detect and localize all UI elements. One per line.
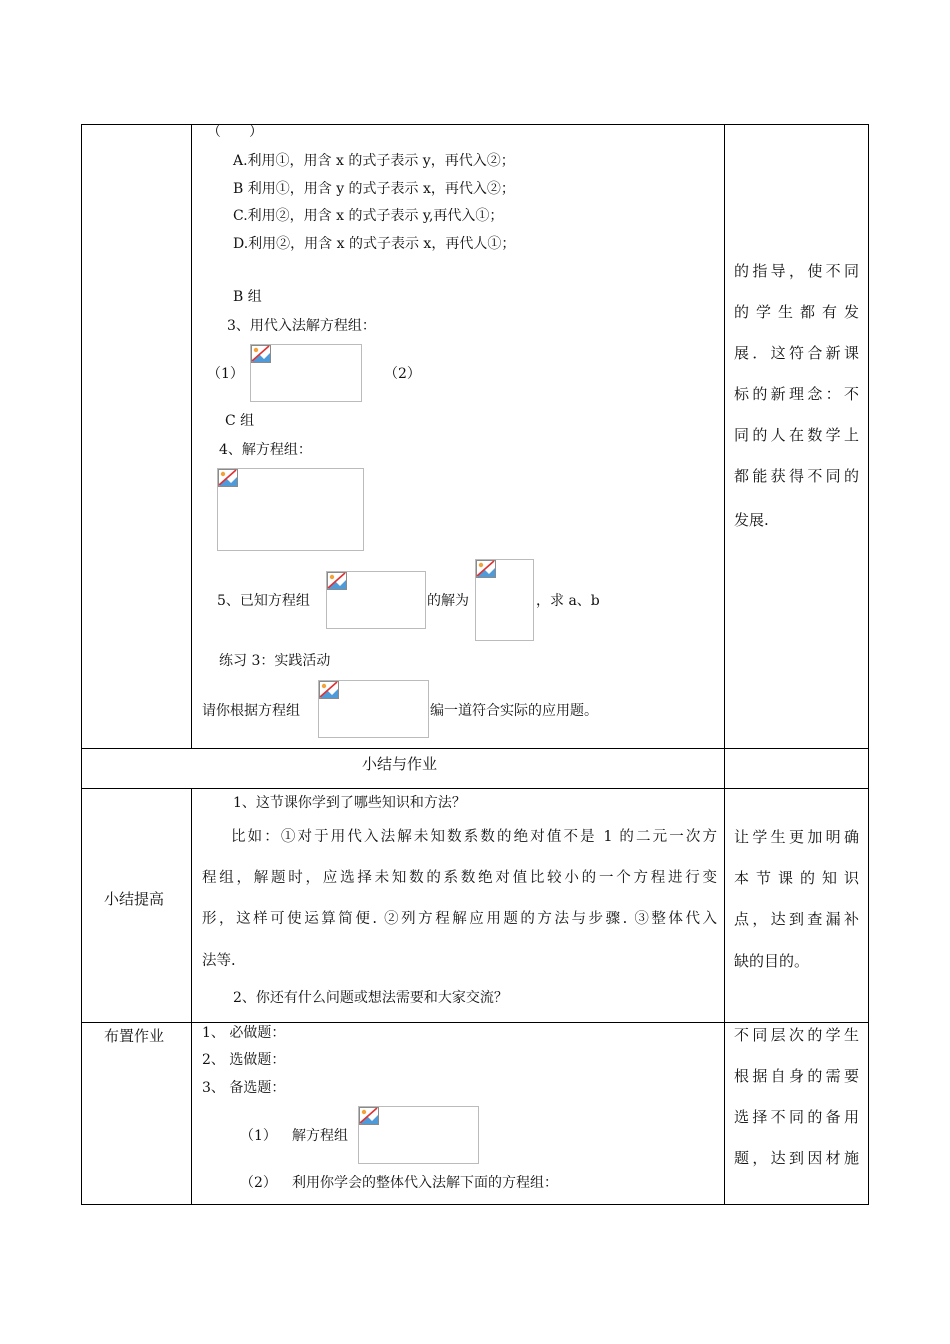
summary-label: 小结提高 <box>104 890 165 908</box>
summary-note-line: 缺的目的。 <box>734 952 810 970</box>
section-header-top-border <box>81 748 869 749</box>
practice-3-prefix: 请你根据方程组 <box>202 703 300 719</box>
homework-sub-1-text: 解方程组 <box>292 1128 348 1144</box>
question-3: 3、用代入法解方程组： <box>227 318 376 334</box>
homework-item-1: 1、 必做题： <box>202 1025 286 1041</box>
summary-question-1: 1、这节课你学到了哪些知识和方法？ <box>233 795 466 811</box>
homework-sub-2-text: 利用你学会的整体代入法解下面的方程组： <box>292 1175 558 1191</box>
summary-note-line: 点，达到查漏补 <box>734 910 859 928</box>
top-right-note-line: 同的人在数学上 <box>734 426 859 444</box>
question-3-part-2: （2） <box>384 366 421 382</box>
group-b-heading: B 组 <box>233 289 262 305</box>
equation-image-q5-system <box>326 571 426 629</box>
homework-note-line: 题，达到因材施 <box>734 1149 859 1167</box>
summary-example-line: 程组，解题时，应选择未知数的系数绝对值比较小的一个方程进行变 <box>202 870 717 886</box>
group-c-heading: C 组 <box>225 413 255 429</box>
equation-image-practice-3 <box>318 680 429 738</box>
practice-3-heading: 练习 3：实践活动 <box>219 653 331 669</box>
broken-image-icon <box>319 681 339 699</box>
broken-image-icon <box>251 345 271 363</box>
question-5-mid: 的解为 <box>427 593 469 609</box>
summary-question-2: 2、你还有什么问题或想法需要和大家交流？ <box>233 990 508 1006</box>
homework-label: 布置作业 <box>104 1027 165 1045</box>
summary-example-line: 比如：①对于用代入法解未知数系数的绝对值不是 1 的二元一次方 <box>231 829 717 845</box>
top-right-note-line: 标的新理念：不 <box>734 385 859 403</box>
homework-sub-1-number: （1） <box>240 1128 277 1144</box>
equation-image-q5-solution <box>475 559 534 641</box>
equation-image-q4 <box>217 468 364 551</box>
table-left-border <box>81 124 82 1204</box>
summary-note-line: 本节课的知识 <box>734 869 859 887</box>
summary-note-line: 让学生更加明确 <box>734 828 859 846</box>
summary-example-line: 形，这样可使运算简便. ②列方程解应用题的方法与步骤. ③整体代入 <box>202 911 717 927</box>
homework-item-3: 3、 备选题： <box>202 1080 286 1096</box>
broken-image-icon <box>359 1107 379 1125</box>
top-right-note-line: 都能获得不同的 <box>734 467 859 485</box>
equation-image-homework <box>358 1106 479 1164</box>
broken-image-icon <box>327 572 347 590</box>
practice-3-suffix: 编一道符合实际的应用题。 <box>430 703 598 719</box>
top-right-note-line: 展．这符合新课 <box>734 344 859 362</box>
homework-note-line: 选择不同的备用 <box>734 1108 859 1126</box>
option-b: B 利用①，用含 y 的式子表示 x，再代入②； <box>233 181 515 197</box>
col-divider-left-top <box>191 124 192 748</box>
summary-example-line: 法等. <box>202 953 236 969</box>
option-d: D.利用②，用含 x 的式子表示 x，再代人①； <box>233 236 516 252</box>
col-divider-left-bottom <box>191 788 192 1204</box>
equation-image-q3 <box>250 344 362 402</box>
homework-note-line: 不同层次的学生 <box>734 1026 859 1044</box>
table-top-border <box>81 124 869 125</box>
answer-parentheses: （ ） <box>207 124 263 140</box>
col-divider-right <box>724 124 725 1204</box>
top-right-note-line: 发展. <box>734 511 769 529</box>
top-right-note-line: 的学生都有发 <box>734 303 859 321</box>
broken-image-icon <box>218 469 238 487</box>
broken-image-icon <box>476 560 496 578</box>
section-header-bottom-border <box>81 788 869 789</box>
question-3-part-1: （1） <box>207 366 244 382</box>
top-right-note-line: 的指导，使不同 <box>734 262 859 280</box>
option-a: A.利用①，用含 x 的式子表示 y，再代入②； <box>233 153 515 169</box>
homework-item-2: 2、 选做题： <box>202 1052 286 1068</box>
question-5-suffix: ，求 a、b <box>536 593 600 609</box>
question-4: 4、解方程组： <box>219 442 312 458</box>
table-bottom-border <box>81 1204 869 1205</box>
table-right-border <box>868 124 869 1204</box>
homework-note-line: 根据自身的需要 <box>734 1067 859 1085</box>
section-header: 小结与作业 <box>362 755 438 773</box>
question-5-prefix: 5、已知方程组 <box>217 593 310 609</box>
option-c: C.利用②，用含 x 的式子表示 y,再代入①； <box>233 208 504 224</box>
homework-sub-2-number: （2） <box>240 1175 277 1191</box>
